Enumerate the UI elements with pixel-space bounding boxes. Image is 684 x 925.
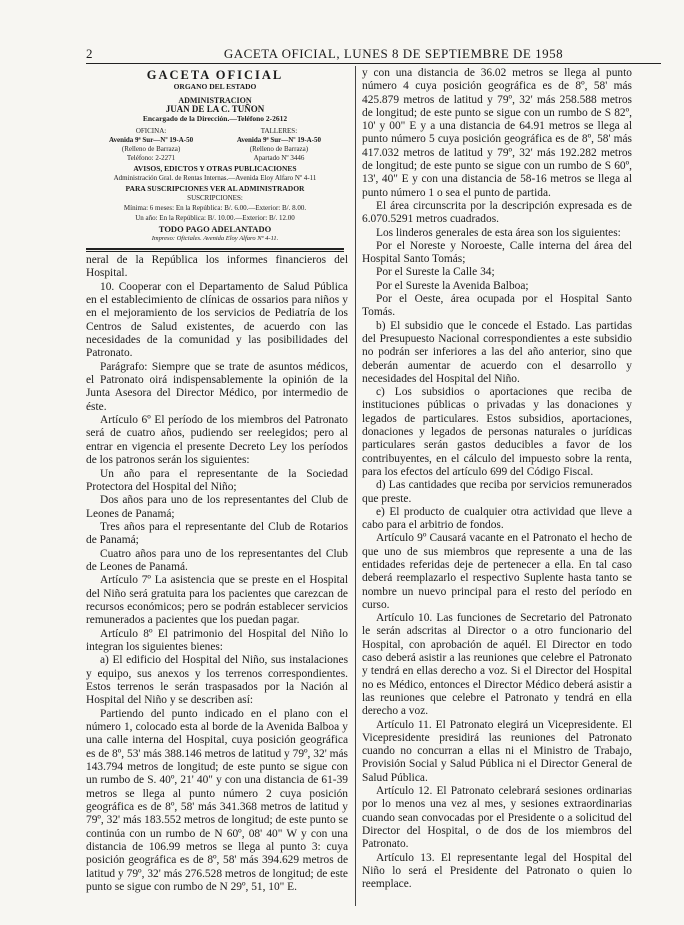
- paragraph: Artículo 11. El Patronato elegirá un Vicepresidente. El Vicepresidente presidirá las reuniones del Patronato cuando no concurran a ellas ni el Ministro de Trabajo, Provisión Social y Salud Pública ni el Director General de Salud Pública.: [362, 718, 632, 784]
- paragraph: d) Las cantidades que reciba por servicios remunerados que preste.: [362, 479, 632, 505]
- talleres-address: Avenida 9ª Sur—Nº 19-A-50: [236, 136, 322, 144]
- masthead-un-ano: Un año: En la República: B/. 10.00.—Exterior: B/. 12.00: [135, 214, 295, 222]
- masthead-minima: Mínima: 6 meses: En la República: B/. 6.00.—Exterior: B/. 8.00.: [123, 204, 307, 212]
- talleres-block: [220, 127, 338, 163]
- paragraph: Por el Noreste y Noroeste, Calle interna del área del Hospital Santo Tomás;: [362, 239, 632, 266]
- talleres-note: (Relleno de Barraza): [249, 145, 309, 153]
- paragraph: y con una distancia de 36.02 metros se llega al punto número 4 cuya posición geográfica es de 8º, 58' más 425.879 metros de latitud y 79º, 32' más 258.588 metros de longitud; de este punto se sigue con un rumbo de S 82º, 10' y 00" E y a una distancia de 64.91 metros se llega al punto número 5 cuya posición geográfica es de 8º, 58' más 417.032 metros de latitud y 79º, 32' más 192.282 metros de longitud; de este punto se sigue con un rumbo de S 60º, 13', 40" E y con una distancia de 58-16 metros se llega al punto número 1 o sea el punto de partida.: [362, 67, 632, 199]
- running-title: GACETA OFICIAL, LUNES 8 DE SEPTIEMBRE DE 1958: [223, 46, 564, 61]
- masthead-rule-thin: [86, 251, 344, 252]
- masthead-suscripciones-label: SUSCRIPCIONES:: [187, 194, 243, 202]
- paragraph: 10. Cooperar con el Departamento de Salud Pública en el establecimiento de clínicas de ossarios para niños y en el mejoramiento de los servicios de Pediatría de los Centros de Salud existentes, de acuerdo con las necesidades de la comunidad y las posibilidades del Patronato.: [86, 280, 348, 360]
- oficina-block: [92, 127, 210, 163]
- paragraph: e) El producto de cualquier otra actividad que lleve a cabo para el arbitrio de fondos.: [362, 505, 632, 532]
- oficina-address: Avenida 9ª Sur—Nº 19-A-50: [108, 136, 194, 144]
- talleres-label: TALLERES:: [260, 127, 298, 135]
- paragraph: Un año para el representante de la Sociedad Protectora del Hospital del Niño;: [86, 467, 348, 493]
- masthead-avisos: AVISOS, EDICTOS Y OTRAS PUBLICACIONES: [133, 164, 297, 173]
- paragraph: Artículo 13. El representante legal del Hospital del Niño lo será el Presidente del Patronato o quien lo reemplace.: [362, 851, 632, 891]
- paragraph: Cuatro años para uno de los representantes del Club de Leones de Panamá.: [86, 547, 348, 573]
- masthead-admin-label: ADMINISTRACION: [178, 96, 252, 105]
- paragraph: Tres años para el representante del Club de Rotarios de Panamá;: [86, 520, 348, 547]
- masthead-title: GACETA OFICIAL: [146, 68, 284, 82]
- oficina-label: OFICINA:: [135, 127, 167, 135]
- masthead-suscripciones-note: PARA SUSCRIPCIONES VER AL ADMINISTRADOR: [125, 184, 305, 193]
- paragraph: Artículo 12. El Patronato celebrará sesiones ordinarias por lo menos una vez al mes, y sesiones extraordinarias cuando sean convocadas por el Presidente o a solicitud del Director del Hospital, o de dos de los miembros del Patronato.: [362, 785, 632, 851]
- page-header: [86, 46, 661, 62]
- oficina-phone: Teléfono: 2-2271: [126, 154, 176, 162]
- masthead-director: JUAN DE LA C. TUÑON: [165, 104, 265, 114]
- paragraph: neral de la República los informes financieros del Hospital.: [86, 254, 348, 280]
- paragraph: Por el Sureste la Avenida Balboa;: [376, 279, 529, 292]
- masthead-rule: [86, 248, 344, 250]
- talleres-box: Apartado Nº 3446: [253, 154, 305, 162]
- paragraph: Por el Sureste la Calle 34;: [376, 266, 495, 279]
- masthead-impreso: Impreso: Oficiales. Avenida Eloy Alfaro Nº 4-11.: [151, 235, 279, 242]
- masthead-admin-rentas: Administración Gral. de Rentas Internas.—Avenida Eloy Alfaro Nº 4-11: [113, 174, 317, 182]
- paragraph: Partiendo del punto indicado en el plano con el número 1, colocado esta al borde de la Avenida Balboa y una calle interna del Hospital, cuya posición geográfica es de 8º, 53' más 388.146 metros de latitud y 79º, 32' más 143.794 metros de longitud; de este punto se sigue con un rumbo de S. 40º, 21' 40" y con una distancia de 61-39 metros se llega al punto número 2 cuya posición geográfica es de 8º, 58' más 341.368 metros de latitud y 79º, 32' más 183.552 metros de longitud; de este punto se continúa con un rumbo de N 60º, 08' 40" W y con una distancia de 106.99 metros se llega al punto 3: cuya posición geográfica es de 8º, 58' más 394.629 metros de latitud y 79º, 32' más 276.528 metros de longitud; de este punto se sigue con rumbo de N 29º, 51, 10" E.: [86, 707, 348, 894]
- left-column: [86, 254, 348, 895]
- right-column: [362, 67, 632, 891]
- masthead: [86, 68, 344, 246]
- header-rule: [86, 63, 661, 64]
- paragraph: Los linderos generales de esta área son los siguientes:: [376, 226, 621, 239]
- masthead-director-role: Encargado de la Dirección.—Teléfono 2-2612: [142, 114, 288, 123]
- paragraph: Parágrafo: Siempre que se trate de asuntos médicos, el Patronato oirá indispensablemente la opinión de la Junta Asesora del Director Médico, por intermedio de éste.: [86, 360, 348, 413]
- paragraph: Por el Oeste, área ocupada por el Hospital Santo Tomás.: [362, 293, 632, 319]
- masthead-pago: TODO PAGO ADELANTADO: [158, 224, 272, 234]
- paragraph: Artículo 7º La asistencia que se preste en el Hospital del Niño será gratuita para los pacientes que carezcan de recursos económicos; pero se podrán establecer servicios remunerados a pacientes que los puedan pagar.: [86, 574, 348, 627]
- page-number: 2: [86, 46, 93, 61]
- masthead-subtitle: ORGANO DEL ESTADO: [173, 82, 257, 91]
- paragraph: El área circunscrita por la descripción expresada es de 6.070.5291 metros cuadrados.: [362, 199, 632, 226]
- paragraph: Artículo 6º El período de los miembros del Patronato será de cuatro años, pudiendo ser reelegidos; pero al entrar en vigencia el presente Decreto Ley los períodos de los patronos serán los siguientes:: [86, 414, 348, 467]
- paragraph: c) Los subsidios o aportaciones que reciba de instituciones públicas o privadas y las donaciones y legados de particulares. Estos subsidios, aportaciones, donaciones y legados de personas naturales o jurídicas particulares serán gastos deducibles a favor de los contribuyentes, en el cálculo del impuesto sobre la renta, para los efectos del artículo 699 del Código Fiscal.: [362, 386, 632, 478]
- paragraph: Artículo 9º Causará vacante en el Patronato el hecho de que uno de sus miembros que represente a una de las entidades referidas deje de pertenecer a ella. En tal caso deberá reemplazarlo el respectivo Suplente hasta tanto se nombre un nuevo principal para el resto del período en curso.: [362, 532, 632, 611]
- paragraph: Artículo 10. Las funciones de Secretario del Patronato le serán adscritas al Director o a otro funcionario del Hospital, con aprobación de aquél. El Director en todo caso deberá asistir a las reuniones que celebre el Patronato y tendrá en ellas derecho a voz. Si el Director del Hospital no es Médico, entonces el Director Médico deberá asistir a las reuniones que celebre el Patronato y tendrá en ella derecho a voz.: [362, 612, 632, 718]
- paragraph: Dos años para uno de los representantes del Club de Leones de Panamá;: [86, 494, 348, 520]
- paragraph: a) El edificio del Hospital del Niño, sus instalaciones y equipo, sus anexos y los terrenos correspondientes. Estos terrenos le serán traspasados por la Nación al Hospital del Niño y se describen así:: [86, 654, 348, 707]
- paragraph: b) El subsidio que le concede el Estado. Las partidas del Presupuesto Nacional correspondientes a este subsidio no podrán ser inferiores a las del año anterior, sino que deberán aumentar de acuerdo con el desarrollo y necesidades del Hospital del Niño.: [362, 319, 632, 385]
- column-divider: [355, 66, 356, 906]
- paragraph: Artículo 8º El patrimonio del Hospital del Niño lo integran los siguientes bienes:: [86, 627, 348, 653]
- oficina-note: (Relleno de Barraza): [121, 145, 181, 153]
- masthead-addresses: [86, 127, 344, 163]
